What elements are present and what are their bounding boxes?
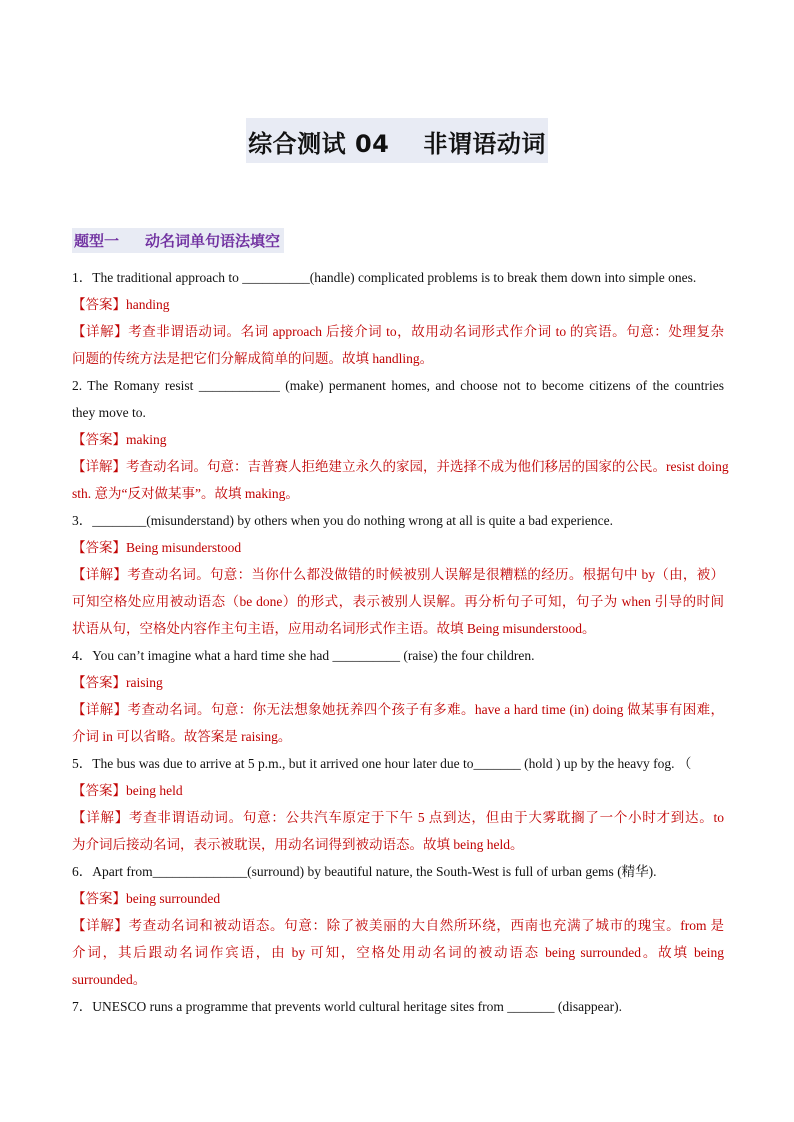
answer-text: 【答案】handing [72, 297, 170, 312]
explanation-text: 状语从句，空格处内容作主句主语，应用动名词形式作主语。故填 Being misunderstood。 [72, 621, 596, 636]
explanation-text: 介词 in 可以省略。故答案是 raising。 [72, 729, 292, 744]
explanation-text: sth. 意为“反对做某事”。故填 making。 [72, 486, 299, 501]
section-part2: 动名词单句语法填空 [145, 232, 281, 250]
answer-text: 【答案】making [72, 432, 167, 447]
answer-text: 【答案】raising [72, 675, 163, 690]
explanation-text: 【详解】考查动名词和被动语态。句意：除了被美丽的大自然所环绕，西南也充满了城市的瑰宝。from 是 [72, 918, 724, 933]
question-text: 1．The traditional approach to __________(handle) complicated problems is to break them down into simple ones. [72, 270, 697, 285]
explanation-text: surrounded。 [72, 972, 147, 987]
question-text: 7．UNESCO runs a programme that prevents world cultural heritage sites from _______ (disappear). [72, 999, 622, 1014]
explanation-text: 【详解】考查动名词。句意：当你什么都没做错的时候被别人误解是很糟糕的经历。根据句中 by（由，被） [72, 567, 724, 582]
answer-text: 【答案】being held [72, 783, 183, 798]
title-part2: 非谓语动词 [423, 130, 546, 158]
explanation-text: 【详解】考查动名词。句意：你无法想象她抚养四个孩子有多难。have a hard time (in) doing 做某事有困难， [72, 702, 724, 717]
explanation-text: 介词，其后跟动名词作宾语，由 by 可知，空格处用动名词的被动语态 being surrounded。故填 being [72, 945, 724, 960]
explanation-text: 【详解】考查动名词。句意：吉普赛人拒绝建立永久的家园，并选择不成为他们移居的国家的公民。resist doing [72, 459, 729, 474]
title-wrapper [0, 118, 794, 163]
title-part1: 综合测试 04 [248, 130, 390, 158]
question-text: 4．You can’t imagine what a hard time she had __________ (raise) the four children. [72, 648, 535, 663]
section-part1: 题型一 [74, 232, 120, 250]
question-text: 5．The bus was due to arrive at 5 p.m., but it arrived one hour later due to_______ (hold ) up by the heavy fog. （ [72, 756, 692, 771]
explanation-text: 问题的传统方法是把它们分解成简单的问题。故填 handling。 [72, 351, 434, 366]
page-title [246, 118, 548, 163]
question-text: 3．________(misunderstand) by others when you do nothing wrong at all is quite a bad experience. [72, 513, 614, 528]
section-heading [72, 228, 284, 253]
explanation-text: 可知空格处应用被动语态（be done）的形式，表示被别人误解。再分析句子可知，句子为 when 引导的时间 [72, 594, 724, 609]
explanation-text: 【详解】考查非谓语动词。名词 approach 后接介词 to，故用动名词形式作介词 to 的宾语。句意：处理复杂 [72, 324, 724, 339]
explanation-text: 【详解】考查非谓语动词。句意：公共汽车原定于下午 5 点到达，但由于大雾耽搁了一个小时才到达。to [72, 810, 724, 825]
question-text: 6．Apart from______________(surround) by beautiful nature, the South-West is full of urban gems (精华). [72, 864, 657, 879]
answer-text: 【答案】Being misunderstood [72, 540, 242, 555]
question-text: they move to. [72, 405, 146, 420]
answer-text: 【答案】being surrounded [72, 891, 221, 906]
explanation-text: 为介词后接动名词，表示被耽误，用动名词得到被动语态。故填 being held。 [72, 837, 524, 852]
question-list [72, 264, 729, 1020]
question-text: 2. The Romany resist ____________ (make) permanent homes, and choose not to become citizens of the countries [72, 378, 724, 393]
